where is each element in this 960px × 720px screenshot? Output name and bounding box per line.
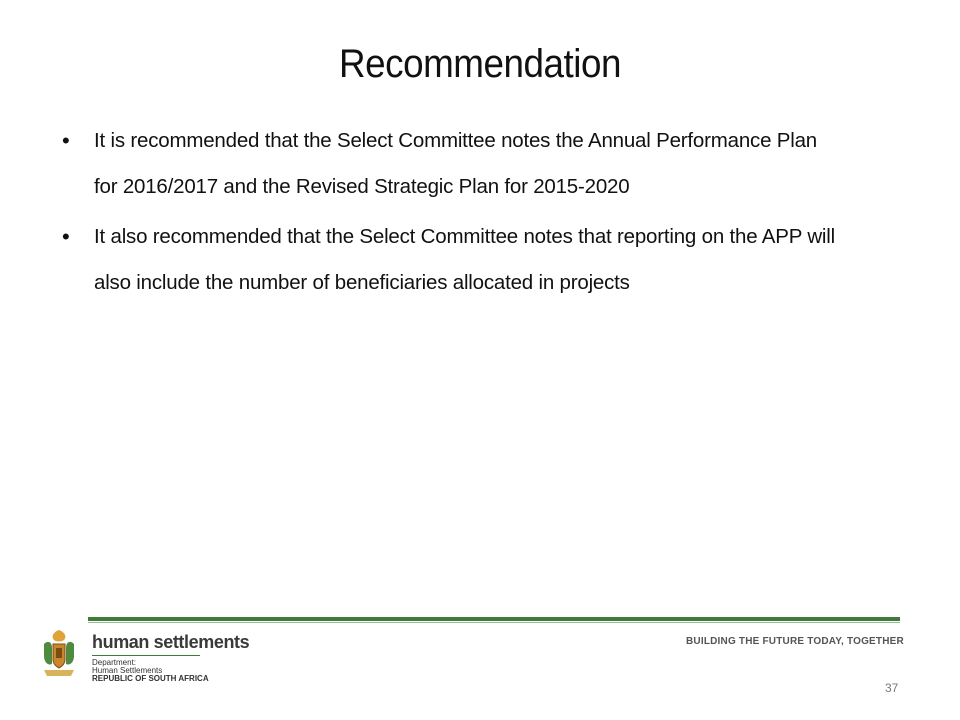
bullet-text-line: It also recommended that the Select Committee notes that reporting on the APP will [94,225,835,248]
bullet-item [58,214,908,306]
bullet-text-line: for 2016/2017 and the Revised Strategic Plan for 2015-2020 [94,175,630,198]
department-subname: Human Settlements [92,666,163,675]
bullet-item [58,118,908,210]
department-underline [92,655,200,656]
footer-divider [88,617,900,621]
coat-of-arms-icon [38,628,80,678]
footer-tagline: BUILDING THE FUTURE TODAY, TOGETHER [686,636,904,647]
bullet-text-line: also include the number of beneficiaries allocated in projects [94,271,630,294]
bullet-text-line: It is recommended that the Select Committee notes the Annual Performance Plan [94,129,817,152]
slide-title: Recommendation [339,42,621,86]
bullet-dot-icon: • [62,224,70,249]
department-label: Department: [92,658,137,667]
bullet-dot-icon: • [62,128,70,153]
page-number: 37 [885,681,899,695]
bullet-list [58,118,908,310]
footer-divider-thin [88,622,900,623]
department-name: human settlements [92,632,250,652]
country-name: REPUBLIC OF SOUTH AFRICA [92,674,209,683]
